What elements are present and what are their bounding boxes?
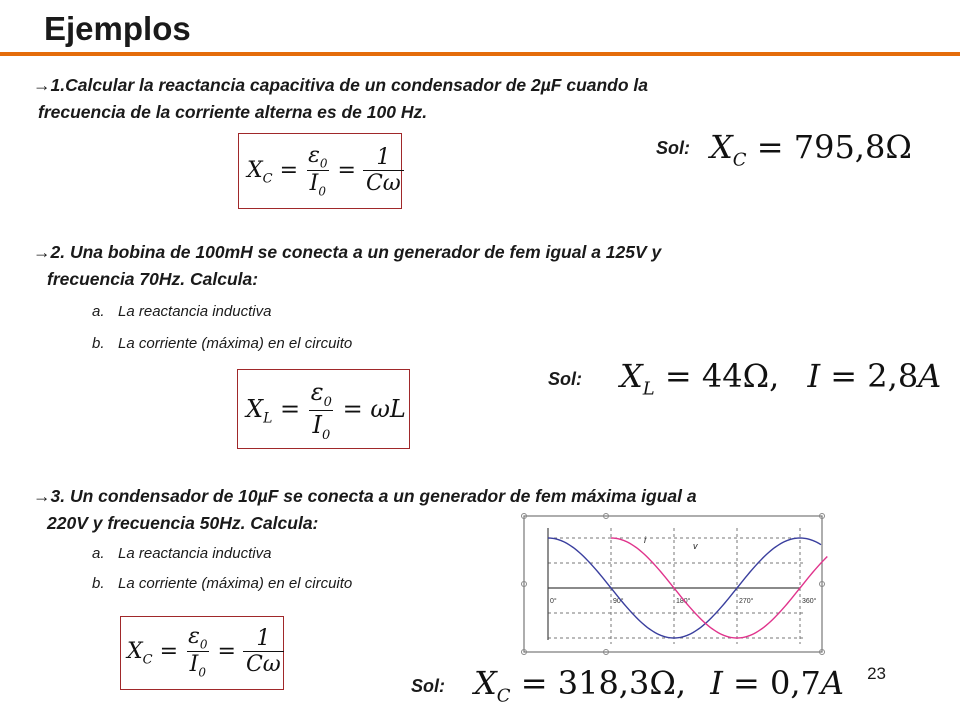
- example-1-line-2: frecuencia de la corriente alterna es de 100 Hz.: [38, 102, 428, 122]
- formula-xl-inductive: $X_L$ = $\frac{\varepsilon_0}{I_0}$ = ωL: [246, 378, 406, 443]
- example-2-line-1: 2. Una bobina de 100mH se conecta a un generador de fem igual a 125V y: [50, 242, 662, 262]
- example-1-formula-box: [238, 133, 402, 209]
- tick-label: 180°: [676, 598, 691, 605]
- example-2-text: [33, 239, 661, 293]
- example-3-item-a: a. La reactancia inductiva: [92, 545, 272, 562]
- tick-label: 270°: [739, 598, 754, 605]
- example-3-line-1: 3. Un condensador de 10µF se conecta a un generador de fem máxima igual a: [50, 486, 697, 506]
- tick-label: 0°: [550, 598, 557, 605]
- formula-xc-capacitive-2: $X_C$ = $\frac{\varepsilon_0}{I_0}$ = $\frac{1}{C\omega}$: [127, 624, 284, 680]
- right-arrow-icon: →: [33, 486, 51, 506]
- right-arrow-icon: →: [33, 75, 51, 95]
- example-2-solution: $X_L = 44\Omega$, I = 2,8A: [620, 357, 942, 400]
- example-3-formula-box: [120, 616, 284, 690]
- formula-xc-capacitive: $X_C$ = $\frac{\varepsilon_0}{I_0}$ = $\frac{1}{C\omega}$: [247, 143, 404, 199]
- page-number: 23: [867, 664, 886, 683]
- example-1-text: [33, 72, 648, 126]
- example-3-sol-label: Sol:: [411, 676, 445, 696]
- right-arrow-icon: →: [33, 242, 51, 262]
- page-title: Ejemplos: [44, 10, 191, 47]
- example-2-line-2: frecuencia 70Hz. Calcula:: [47, 269, 259, 289]
- example-3-line-2: 220V y frecuencia 50Hz. Calcula:: [47, 513, 319, 533]
- example-2-item-a: a. La reactancia inductiva: [92, 303, 272, 320]
- graph-frame: [524, 516, 822, 652]
- example-1-solution: $X_C = 795,8\Omega$: [710, 128, 912, 171]
- example-2-formula-box: [237, 369, 410, 449]
- tick-label: 90°: [613, 598, 624, 605]
- example-2-sol-label: Sol:: [548, 369, 582, 389]
- example-3-item-b: b. La corriente (máxima) en el circuito: [92, 575, 353, 592]
- label-i: i: [644, 535, 646, 545]
- example-2-item-b: b. La corriente (máxima) en el circuito: [92, 335, 353, 352]
- phase-graph: [508, 510, 830, 660]
- title-underline: [0, 52, 960, 56]
- label-v: v: [693, 541, 698, 551]
- tick-label: 360°: [802, 598, 817, 605]
- example-3-solution: $X_C = 318,3\Omega$, I = 0,7A: [474, 664, 844, 707]
- example-1-line-1: 1.Calcular la reactancia capacitiva de un condensador de 2µF cuando la: [50, 75, 649, 95]
- example-1-sol-label: Sol:: [656, 138, 690, 158]
